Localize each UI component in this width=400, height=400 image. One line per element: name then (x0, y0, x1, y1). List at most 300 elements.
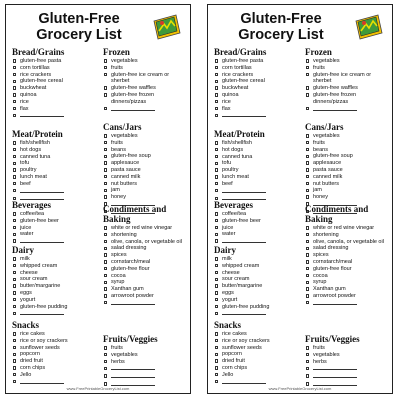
checklist-item[interactable] (103, 85, 185, 92)
checkbox-icon[interactable] (306, 59, 309, 62)
checkbox-icon[interactable] (13, 114, 16, 117)
checkbox-icon[interactable] (215, 148, 218, 151)
checklist-item[interactable] (12, 211, 94, 218)
checkbox-icon[interactable] (215, 346, 218, 349)
checklist-item[interactable] (305, 58, 387, 65)
checkbox-icon[interactable] (306, 374, 309, 377)
checklist-item[interactable] (214, 218, 296, 225)
checklist-item[interactable] (305, 359, 387, 366)
checklist-item[interactable] (103, 359, 185, 366)
checkbox-icon[interactable] (306, 260, 309, 263)
checklist-item[interactable] (305, 160, 387, 167)
checklist-item[interactable] (103, 194, 185, 201)
checkbox-icon[interactable] (104, 148, 107, 151)
write-in-line[interactable] (222, 112, 266, 117)
checkbox-icon[interactable] (104, 175, 107, 178)
checkbox-icon[interactable] (13, 346, 16, 349)
blank-checklist-line[interactable] (103, 365, 185, 373)
checklist-item[interactable] (305, 352, 387, 359)
checkbox-icon[interactable] (306, 155, 309, 158)
checkbox-icon[interactable] (13, 353, 16, 356)
checkbox-icon[interactable] (13, 366, 16, 369)
checkbox-icon[interactable] (104, 155, 107, 158)
checkbox-icon[interactable] (104, 141, 107, 144)
checkbox-icon[interactable] (215, 155, 218, 158)
checkbox-icon[interactable] (215, 114, 218, 117)
checkbox-icon[interactable] (104, 267, 107, 270)
checkbox-icon[interactable] (215, 278, 218, 281)
checklist-item[interactable] (12, 263, 94, 270)
checkbox-icon[interactable] (215, 291, 218, 294)
write-in-line[interactable] (111, 373, 155, 378)
checkbox-icon[interactable] (306, 294, 309, 297)
checkbox-icon[interactable] (215, 107, 218, 110)
checkbox-icon[interactable] (215, 239, 218, 242)
checklist-item[interactable] (12, 92, 94, 99)
checklist-item[interactable] (214, 58, 296, 65)
checklist-item[interactable] (214, 99, 296, 106)
checklist-item[interactable] (103, 167, 185, 174)
checklist-item[interactable] (305, 293, 387, 300)
checklist-item[interactable] (214, 154, 296, 161)
checklist-item[interactable] (305, 65, 387, 72)
checkbox-icon[interactable] (104, 226, 107, 229)
checkbox-icon[interactable] (215, 80, 218, 83)
checkbox-icon[interactable] (215, 264, 218, 267)
checklist-item[interactable] (103, 286, 185, 293)
checkbox-icon[interactable] (104, 66, 107, 69)
checkbox-icon[interactable] (306, 353, 309, 356)
checkbox-icon[interactable] (215, 189, 218, 192)
checkbox-icon[interactable] (104, 360, 107, 363)
checkbox-icon[interactable] (13, 162, 16, 165)
write-in-line[interactable] (222, 379, 266, 384)
checkbox-icon[interactable] (104, 182, 107, 185)
checkbox-icon[interactable] (13, 59, 16, 62)
checklist-item[interactable] (103, 174, 185, 181)
checklist-item[interactable] (12, 351, 94, 358)
checkbox-icon[interactable] (306, 189, 309, 192)
checkbox-icon[interactable] (306, 148, 309, 151)
blank-checklist-line[interactable] (12, 112, 94, 120)
write-in-line[interactable] (313, 300, 357, 305)
checklist-item[interactable] (305, 286, 387, 293)
checkbox-icon[interactable] (13, 298, 16, 301)
write-in-line[interactable] (313, 365, 357, 370)
checkbox-icon[interactable] (104, 260, 107, 263)
checklist-item[interactable] (305, 232, 387, 239)
checklist-item[interactable] (103, 273, 185, 280)
checkbox-icon[interactable] (13, 339, 16, 342)
checkbox-icon[interactable] (215, 219, 218, 222)
checklist-item[interactable] (305, 181, 387, 188)
checklist-item[interactable] (103, 181, 185, 188)
checklist-item[interactable] (103, 225, 185, 232)
write-in-line[interactable] (111, 300, 155, 305)
checklist-item[interactable] (12, 297, 94, 304)
checkbox-icon[interactable] (215, 373, 218, 376)
checkbox-icon[interactable] (215, 312, 218, 315)
checkbox-icon[interactable] (13, 175, 16, 178)
checklist-item[interactable] (305, 252, 387, 259)
checkbox-icon[interactable] (215, 339, 218, 342)
checkbox-icon[interactable] (13, 141, 16, 144)
checklist-item[interactable] (305, 85, 387, 92)
checklist-item[interactable] (103, 72, 185, 86)
checkbox-icon[interactable] (215, 162, 218, 165)
checklist-item[interactable] (214, 256, 296, 263)
checkbox-icon[interactable] (215, 271, 218, 274)
checklist-item[interactable] (214, 147, 296, 154)
checkbox-icon[interactable] (104, 233, 107, 236)
blank-checklist-line[interactable] (305, 300, 387, 308)
checkbox-icon[interactable] (306, 274, 309, 277)
checklist-item[interactable] (103, 293, 185, 300)
checkbox-icon[interactable] (215, 226, 218, 229)
checkbox-icon[interactable] (306, 367, 309, 370)
checklist-item[interactable] (12, 160, 94, 167)
write-in-line[interactable] (222, 310, 266, 315)
checkbox-icon[interactable] (306, 134, 309, 137)
checklist-item[interactable] (214, 78, 296, 85)
checkbox-icon[interactable] (215, 182, 218, 185)
checklist-item[interactable] (214, 174, 296, 181)
checkbox-icon[interactable] (306, 73, 309, 76)
checkbox-icon[interactable] (104, 59, 107, 62)
checklist-item[interactable] (12, 331, 94, 338)
checkbox-icon[interactable] (104, 253, 107, 256)
blank-checklist-line[interactable] (214, 112, 296, 120)
checklist-item[interactable] (103, 352, 185, 359)
checkbox-icon[interactable] (104, 374, 107, 377)
write-in-line[interactable] (111, 106, 155, 111)
checkbox-icon[interactable] (13, 212, 16, 215)
checkbox-icon[interactable] (306, 253, 309, 256)
checklist-item[interactable] (305, 174, 387, 181)
checkbox-icon[interactable] (104, 294, 107, 297)
checklist-item[interactable] (103, 133, 185, 140)
checklist-item[interactable] (214, 270, 296, 277)
checklist-item[interactable] (214, 85, 296, 92)
checkbox-icon[interactable] (104, 134, 107, 137)
checkbox-icon[interactable] (306, 360, 309, 363)
write-in-line[interactable] (313, 106, 357, 111)
checklist-item[interactable] (12, 72, 94, 79)
checklist-item[interactable] (12, 106, 94, 113)
blank-checklist-line[interactable] (103, 300, 185, 308)
checklist-item[interactable] (12, 358, 94, 365)
checkbox-icon[interactable] (306, 161, 309, 164)
checklist-item[interactable] (103, 239, 185, 246)
checklist-item[interactable] (12, 338, 94, 345)
checklist-item[interactable] (103, 65, 185, 72)
checkbox-icon[interactable] (104, 301, 107, 304)
checkbox-icon[interactable] (306, 141, 309, 144)
checkbox-icon[interactable] (306, 182, 309, 185)
checkbox-icon[interactable] (215, 66, 218, 69)
blank-checklist-line[interactable] (305, 373, 387, 381)
checklist-item[interactable] (103, 160, 185, 167)
checkbox-icon[interactable] (104, 168, 107, 171)
checkbox-icon[interactable] (306, 175, 309, 178)
checkbox-icon[interactable] (104, 189, 107, 192)
checkbox-icon[interactable] (13, 80, 16, 83)
blank-checklist-line[interactable] (12, 188, 94, 196)
checklist-item[interactable] (12, 65, 94, 72)
checklist-item[interactable] (103, 140, 185, 147)
checkbox-icon[interactable] (215, 380, 218, 383)
checklist-item[interactable] (12, 78, 94, 85)
checklist-item[interactable] (12, 154, 94, 161)
checklist-item[interactable] (103, 345, 185, 352)
checklist-item[interactable] (214, 167, 296, 174)
checkbox-icon[interactable] (13, 380, 16, 383)
checklist-item[interactable] (12, 218, 94, 225)
checkbox-icon[interactable] (13, 189, 16, 192)
checklist-item[interactable] (103, 252, 185, 259)
checklist-item[interactable] (214, 358, 296, 365)
checklist-item[interactable] (12, 99, 94, 106)
checkbox-icon[interactable] (104, 287, 107, 290)
checkbox-icon[interactable] (306, 287, 309, 290)
checklist-item[interactable] (103, 147, 185, 154)
checkbox-icon[interactable] (215, 73, 218, 76)
write-in-line[interactable] (313, 373, 357, 378)
checklist-item[interactable] (214, 181, 296, 188)
blank-checklist-line[interactable] (305, 106, 387, 114)
checklist-item[interactable] (12, 365, 94, 372)
checklist-item[interactable] (305, 245, 387, 252)
checkbox-icon[interactable] (215, 212, 218, 215)
checkbox-icon[interactable] (13, 219, 16, 222)
checkbox-icon[interactable] (306, 233, 309, 236)
checklist-item[interactable] (12, 225, 94, 232)
checklist-item[interactable] (305, 279, 387, 286)
checkbox-icon[interactable] (13, 305, 16, 308)
checklist-item[interactable] (12, 256, 94, 263)
checkbox-icon[interactable] (215, 175, 218, 178)
checkbox-icon[interactable] (104, 247, 107, 250)
write-in-line[interactable] (20, 188, 64, 193)
checklist-item[interactable] (305, 273, 387, 280)
checklist-item[interactable] (214, 160, 296, 167)
checklist-item[interactable] (12, 167, 94, 174)
checklist-item[interactable] (12, 147, 94, 154)
checkbox-icon[interactable] (13, 312, 16, 315)
checklist-item[interactable] (12, 270, 94, 277)
checklist-item[interactable] (12, 140, 94, 147)
checkbox-icon[interactable] (13, 257, 16, 260)
write-in-line[interactable] (222, 188, 266, 193)
checklist-item[interactable] (103, 245, 185, 252)
checkbox-icon[interactable] (215, 332, 218, 335)
checklist-item[interactable] (214, 304, 296, 311)
checkbox-icon[interactable] (13, 86, 16, 89)
checklist-item[interactable] (214, 345, 296, 352)
checkbox-icon[interactable] (215, 59, 218, 62)
checkbox-icon[interactable] (306, 301, 309, 304)
checkbox-icon[interactable] (13, 107, 16, 110)
checklist-item[interactable] (103, 153, 185, 160)
checklist-item[interactable] (214, 338, 296, 345)
checklist-item[interactable] (305, 140, 387, 147)
checkbox-icon[interactable] (215, 305, 218, 308)
checkbox-icon[interactable] (13, 66, 16, 69)
checkbox-icon[interactable] (104, 353, 107, 356)
checkbox-icon[interactable] (13, 182, 16, 185)
checkbox-icon[interactable] (306, 226, 309, 229)
checkbox-icon[interactable] (13, 278, 16, 281)
checklist-item[interactable] (305, 266, 387, 273)
checklist-item[interactable] (305, 92, 387, 106)
checkbox-icon[interactable] (215, 168, 218, 171)
checklist-item[interactable] (12, 174, 94, 181)
blank-checklist-line[interactable] (103, 373, 185, 381)
checkbox-icon[interactable] (13, 226, 16, 229)
checklist-item[interactable] (103, 187, 185, 194)
checklist-item[interactable] (305, 345, 387, 352)
checkbox-icon[interactable] (104, 161, 107, 164)
checkbox-icon[interactable] (215, 353, 218, 356)
checklist-item[interactable] (214, 351, 296, 358)
checklist-item[interactable] (305, 167, 387, 174)
checkbox-icon[interactable] (13, 93, 16, 96)
checkbox-icon[interactable] (306, 346, 309, 349)
checkbox-icon[interactable] (215, 257, 218, 260)
checkbox-icon[interactable] (13, 168, 16, 171)
checkbox-icon[interactable] (13, 373, 16, 376)
checkbox-icon[interactable] (104, 107, 107, 110)
checklist-item[interactable] (214, 297, 296, 304)
checkbox-icon[interactable] (306, 240, 309, 243)
checkbox-icon[interactable] (13, 73, 16, 76)
checkbox-icon[interactable] (306, 93, 309, 96)
checklist-item[interactable] (214, 331, 296, 338)
checklist-item[interactable] (305, 153, 387, 160)
checkbox-icon[interactable] (104, 73, 107, 76)
checkbox-icon[interactable] (13, 100, 16, 103)
checklist-item[interactable] (305, 187, 387, 194)
checklist-item[interactable] (214, 106, 296, 113)
checkbox-icon[interactable] (215, 100, 218, 103)
checklist-item[interactable] (103, 259, 185, 266)
checkbox-icon[interactable] (13, 332, 16, 335)
checklist-item[interactable] (103, 58, 185, 65)
checkbox-icon[interactable] (306, 281, 309, 284)
checklist-item[interactable] (214, 92, 296, 99)
checkbox-icon[interactable] (104, 281, 107, 284)
checklist-item[interactable] (12, 58, 94, 65)
write-in-line[interactable] (111, 365, 155, 370)
checkbox-icon[interactable] (104, 367, 107, 370)
checklist-item[interactable] (12, 290, 94, 297)
checklist-item[interactable] (214, 65, 296, 72)
checklist-item[interactable] (214, 231, 296, 238)
blank-checklist-line[interactable] (305, 365, 387, 373)
checklist-item[interactable] (103, 92, 185, 106)
write-in-line[interactable] (20, 379, 64, 384)
checklist-item[interactable] (305, 147, 387, 154)
checkbox-icon[interactable] (13, 291, 16, 294)
checklist-item[interactable] (103, 232, 185, 239)
checklist-item[interactable] (12, 85, 94, 92)
checkbox-icon[interactable] (13, 239, 16, 242)
write-in-line[interactable] (20, 238, 64, 243)
checkbox-icon[interactable] (306, 107, 309, 110)
checklist-item[interactable] (214, 211, 296, 218)
checklist-item[interactable] (12, 283, 94, 290)
checklist-item[interactable] (214, 276, 296, 283)
checkbox-icon[interactable] (306, 195, 309, 198)
checkbox-icon[interactable] (215, 284, 218, 287)
checkbox-icon[interactable] (13, 359, 16, 362)
checkbox-icon[interactable] (215, 86, 218, 89)
checklist-item[interactable] (214, 290, 296, 297)
checkbox-icon[interactable] (306, 247, 309, 250)
checkbox-icon[interactable] (215, 233, 218, 236)
checkbox-icon[interactable] (104, 195, 107, 198)
checkbox-icon[interactable] (215, 366, 218, 369)
write-in-line[interactable] (222, 238, 266, 243)
checklist-item[interactable] (214, 365, 296, 372)
checklist-item[interactable] (103, 266, 185, 273)
checklist-item[interactable] (214, 72, 296, 79)
checkbox-icon[interactable] (215, 298, 218, 301)
write-in-line[interactable] (20, 310, 64, 315)
checkbox-icon[interactable] (13, 264, 16, 267)
checkbox-icon[interactable] (104, 346, 107, 349)
checkbox-icon[interactable] (104, 93, 107, 96)
checklist-item[interactable] (12, 372, 94, 379)
checkbox-icon[interactable] (306, 86, 309, 89)
checkbox-icon[interactable] (13, 155, 16, 158)
checkbox-icon[interactable] (13, 233, 16, 236)
checklist-item[interactable] (214, 283, 296, 290)
checklist-item[interactable] (305, 133, 387, 140)
blank-checklist-line[interactable] (103, 106, 185, 114)
blank-checklist-line[interactable] (214, 310, 296, 318)
checkbox-icon[interactable] (306, 168, 309, 171)
checklist-item[interactable] (12, 304, 94, 311)
checklist-item[interactable] (214, 225, 296, 232)
checklist-item[interactable] (305, 259, 387, 266)
checkbox-icon[interactable] (104, 240, 107, 243)
checklist-item[interactable] (214, 263, 296, 270)
checkbox-icon[interactable] (306, 267, 309, 270)
checkbox-icon[interactable] (13, 271, 16, 274)
checkbox-icon[interactable] (215, 141, 218, 144)
checklist-item[interactable] (12, 276, 94, 283)
checkbox-icon[interactable] (13, 148, 16, 151)
checklist-item[interactable] (12, 345, 94, 352)
checklist-item[interactable] (12, 181, 94, 188)
blank-checklist-line[interactable] (12, 310, 94, 318)
checklist-item[interactable] (214, 372, 296, 379)
checkbox-icon[interactable] (215, 359, 218, 362)
checkbox-icon[interactable] (104, 86, 107, 89)
checklist-item[interactable] (305, 194, 387, 201)
checkbox-icon[interactable] (306, 66, 309, 69)
checklist-item[interactable] (103, 279, 185, 286)
checkbox-icon[interactable] (13, 284, 16, 287)
checkbox-icon[interactable] (104, 274, 107, 277)
checklist-item[interactable] (305, 225, 387, 232)
blank-checklist-line[interactable] (214, 188, 296, 196)
checklist-item[interactable] (12, 231, 94, 238)
write-in-line[interactable] (20, 112, 64, 117)
checklist-item[interactable] (305, 239, 387, 246)
checklist-item[interactable] (214, 140, 296, 147)
